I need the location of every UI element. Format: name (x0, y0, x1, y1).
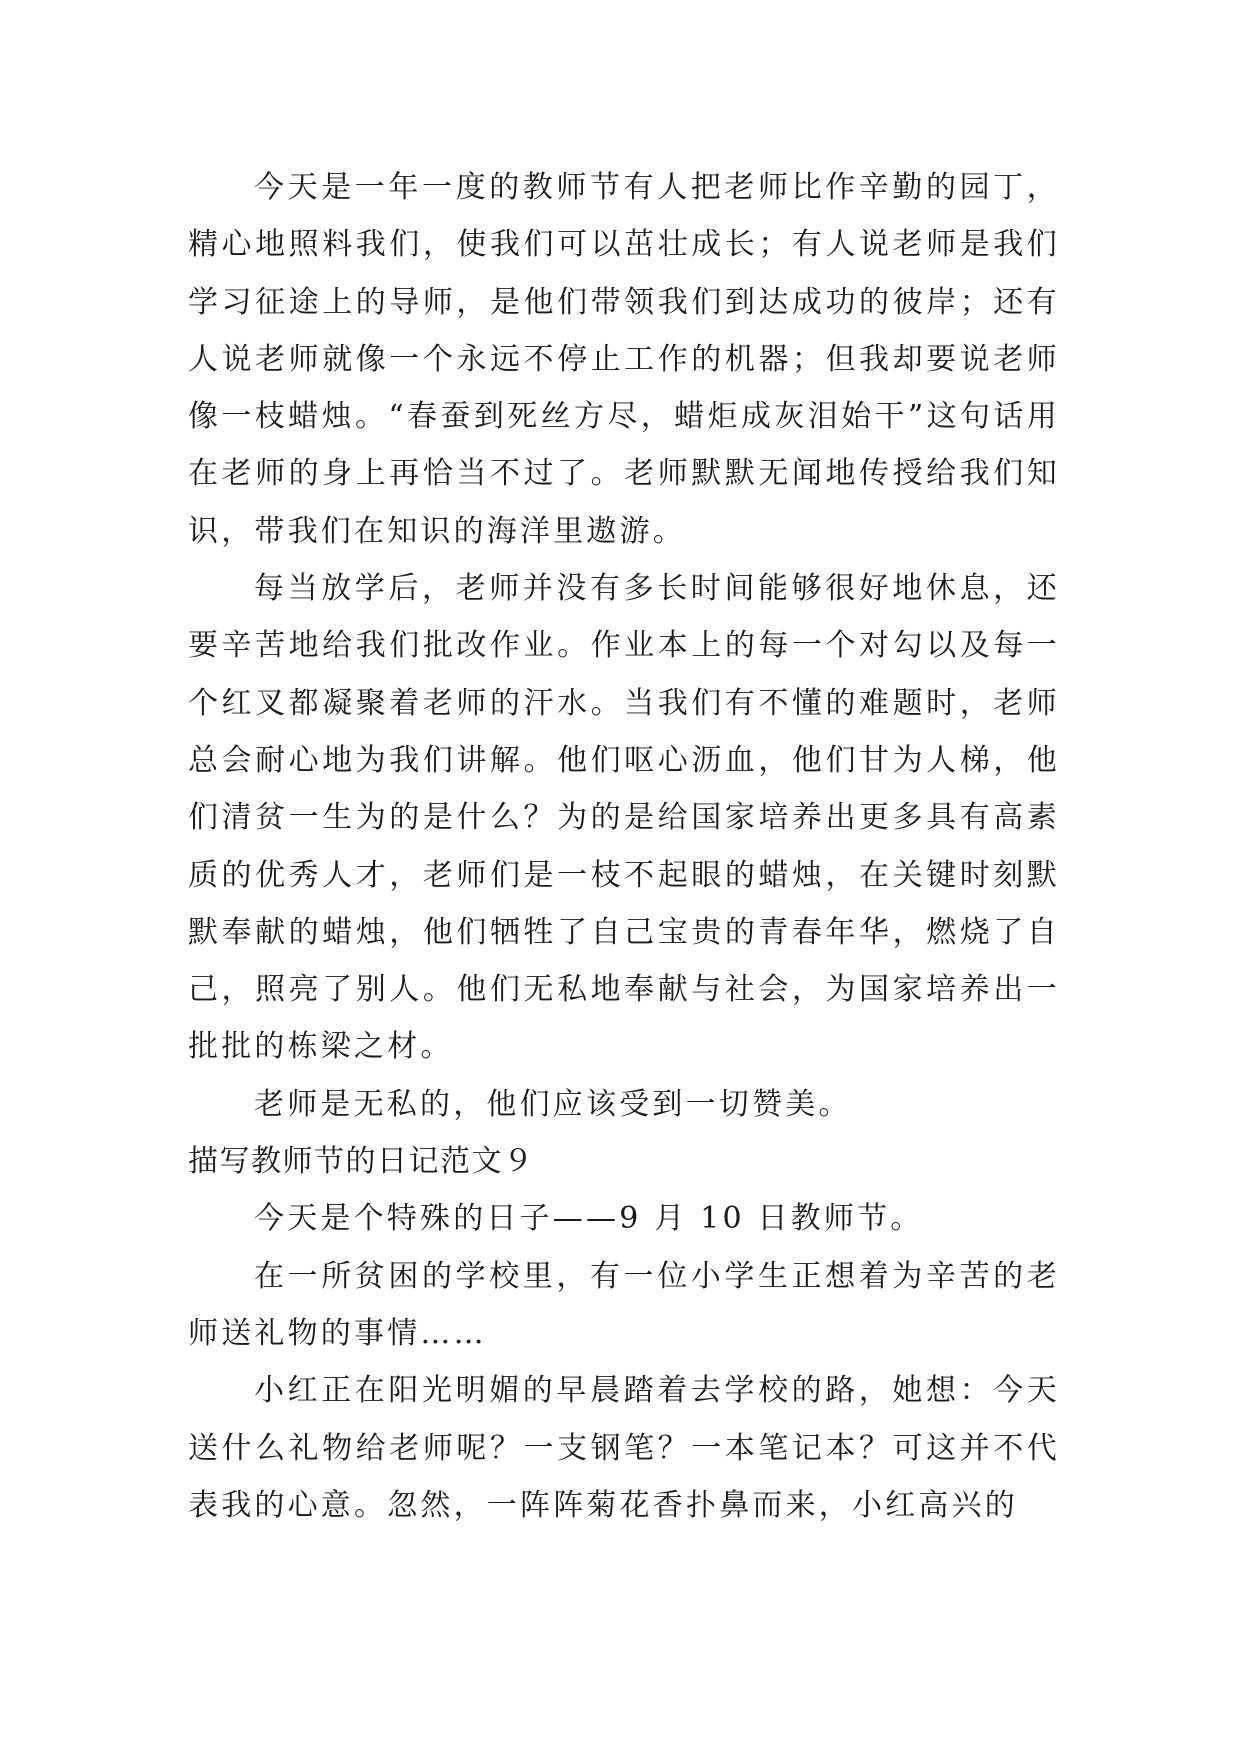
paragraph: 今天是一年一度的教师节有人把老师比作辛勤的园丁，精心地照料我们，使我们可以茁壮成长；有人说老师是我们学习征途上的导师，是他们带领我们到达成功的彼岸；还有人说老师就像一个永远不停止工作的机器；但我却要说老师像一枝蜡烛。“春蚕到死丝方尽，蜡炬成灰泪始干”这句话用在老师的身上再恰当不过了。老师默默无闻地传授给我们知识，带我们在知识的海洋里遨游。 (188, 170, 1060, 549)
document-body (188, 159, 1060, 1534)
paragraph: 小红正在阳光明媚的早晨踏着去学校的路，她想：今天送什么礼物给老师呢？一支钢笔？一本笔记本？可这并不代表我的心意。忽然，一阵阵菊花香扑鼻而来，小红高兴的 (188, 1373, 1060, 1523)
paragraph: 在一所贫困的学校里，有一位小学生正想着为辛苦的老师送礼物的事情…… (188, 1258, 1060, 1351)
section-heading: 描写教师节的日记范文９ (188, 1144, 535, 1180)
paragraph: 每当放学后，老师并没有多长时间能够很好地休息，还要辛苦地给我们批改作业。作业本上的每一个对勾以及每一个红叉都凝聚着老师的汗水。当我们有不懂的难题时，老师总会耐心地为我们讲解。他们呕心沥血，他们甘为人梯，他们清贫一生为的是什么？为的是给国家培养出更多具有高素质的优秀人才，老师们是一枝不起眼的蜡烛，在关键时刻默默奉献的蜡烛，他们牺牲了自己宝贵的青春年华，燃烧了自己，照亮了别人。他们无私地奉献与社会，为国家培养出一批批的栋梁之材。 (188, 571, 1060, 1065)
paragraph: 老师是无私的，他们应该受到一切赞美。 (254, 1086, 852, 1122)
paragraph: 今天是个特殊的日子——9 月 10 日教师节。 (254, 1201, 924, 1237)
